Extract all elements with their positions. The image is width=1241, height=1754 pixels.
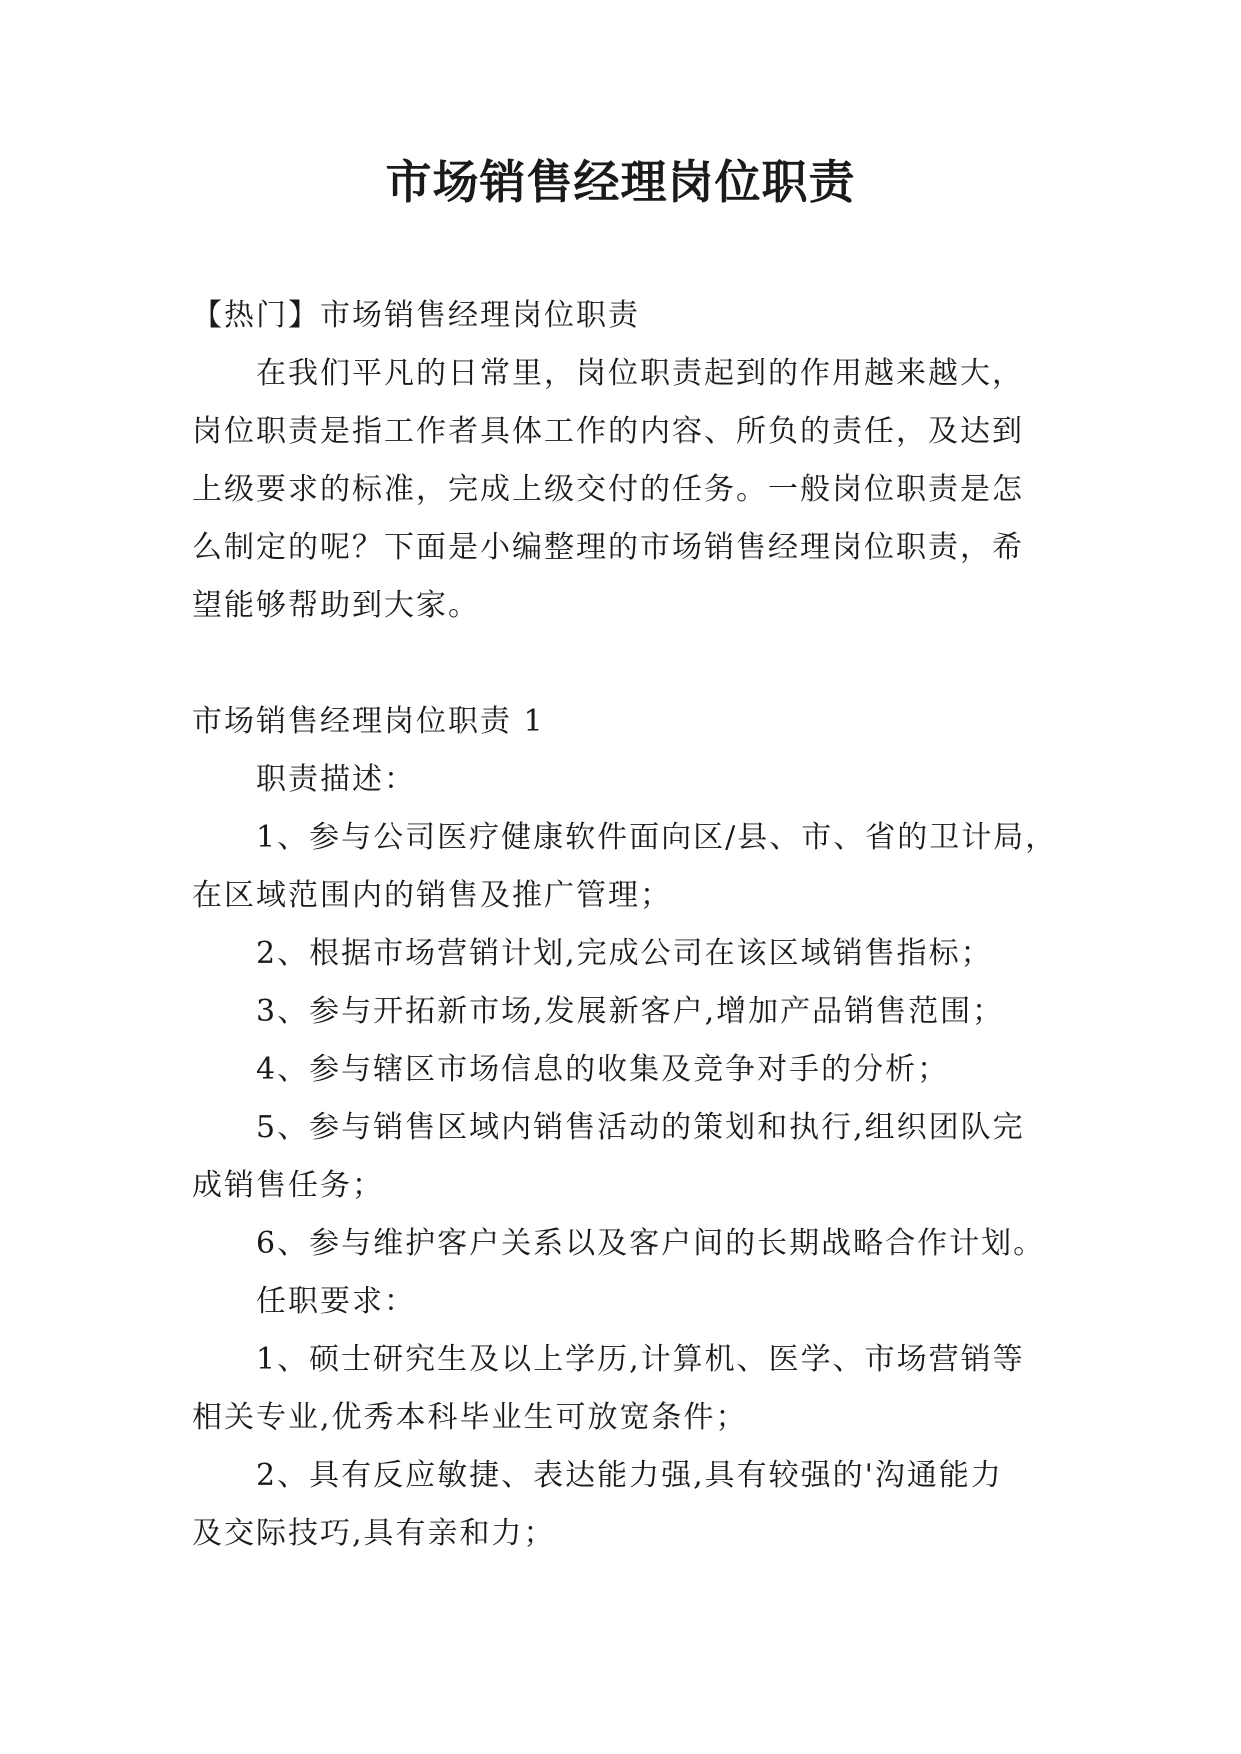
intro-paragraph-line: 岗位职责是指工作者具体工作的内容、所负的责任，及达到 [192,414,1024,449]
requirement-item-continuation: 及交际技巧,具有亲和力； [192,1516,556,1551]
duty-item-continuation: 成销售任务； [192,1168,384,1203]
duty-item: 3、参与开拓新市场,发展新客户,增加产品销售范围； [256,994,1005,1029]
duty-item: 5、参与销售区域内销售活动的策划和执行,组织团队完 [256,1110,1025,1145]
document-body [192,287,1072,1563]
requirement-item-continuation: 相关专业,优秀本科毕业生可放宽条件； [192,1400,748,1435]
duty-item: 4、参与辖区市场信息的收集及竞争对手的分析； [256,1052,950,1087]
duty-item-continuation: 在区域范围内的销售及推广管理； [192,878,672,913]
duty-item: 1、参与公司医疗健康软件面向区/县、市、省的卫计局， [256,820,1058,855]
intro-paragraph-line: 望能够帮助到大家。 [192,588,480,623]
requirement-item: 1、硕士研究生及以上学历,计算机、医学、市场营销等 [256,1342,1025,1377]
requirement-item: 2、具有反应敏捷、表达能力强,具有较强的'沟通能力 [256,1458,1003,1493]
document-title: 市场销售经理岗位职责 [385,155,856,209]
intro-paragraph-line: 么制定的呢？下面是小编整理的市场销售经理岗位职责，希 [192,530,1024,565]
intro-paragraph-line: 上级要求的标准，完成上级交付的任务。一般岗位职责是怎 [192,472,1024,507]
section-heading: 市场销售经理岗位职责 1 [192,704,545,739]
intro-paragraph-line: 在我们平凡的日常里，岗位职责起到的作用越来越大， [256,356,1024,391]
subheading-duties: 职责描述： [256,762,416,797]
duty-item: 6、参与维护客户关系以及客户间的长期战略合作计划。 [256,1226,1046,1261]
duty-item: 2、根据市场营销计划,完成公司在该区域销售指标； [256,936,993,971]
subheading-requirements: 任职要求： [256,1284,416,1319]
intro-heading: 【热门】市场销售经理岗位职责 [192,298,640,333]
section-spacer [192,635,1072,693]
